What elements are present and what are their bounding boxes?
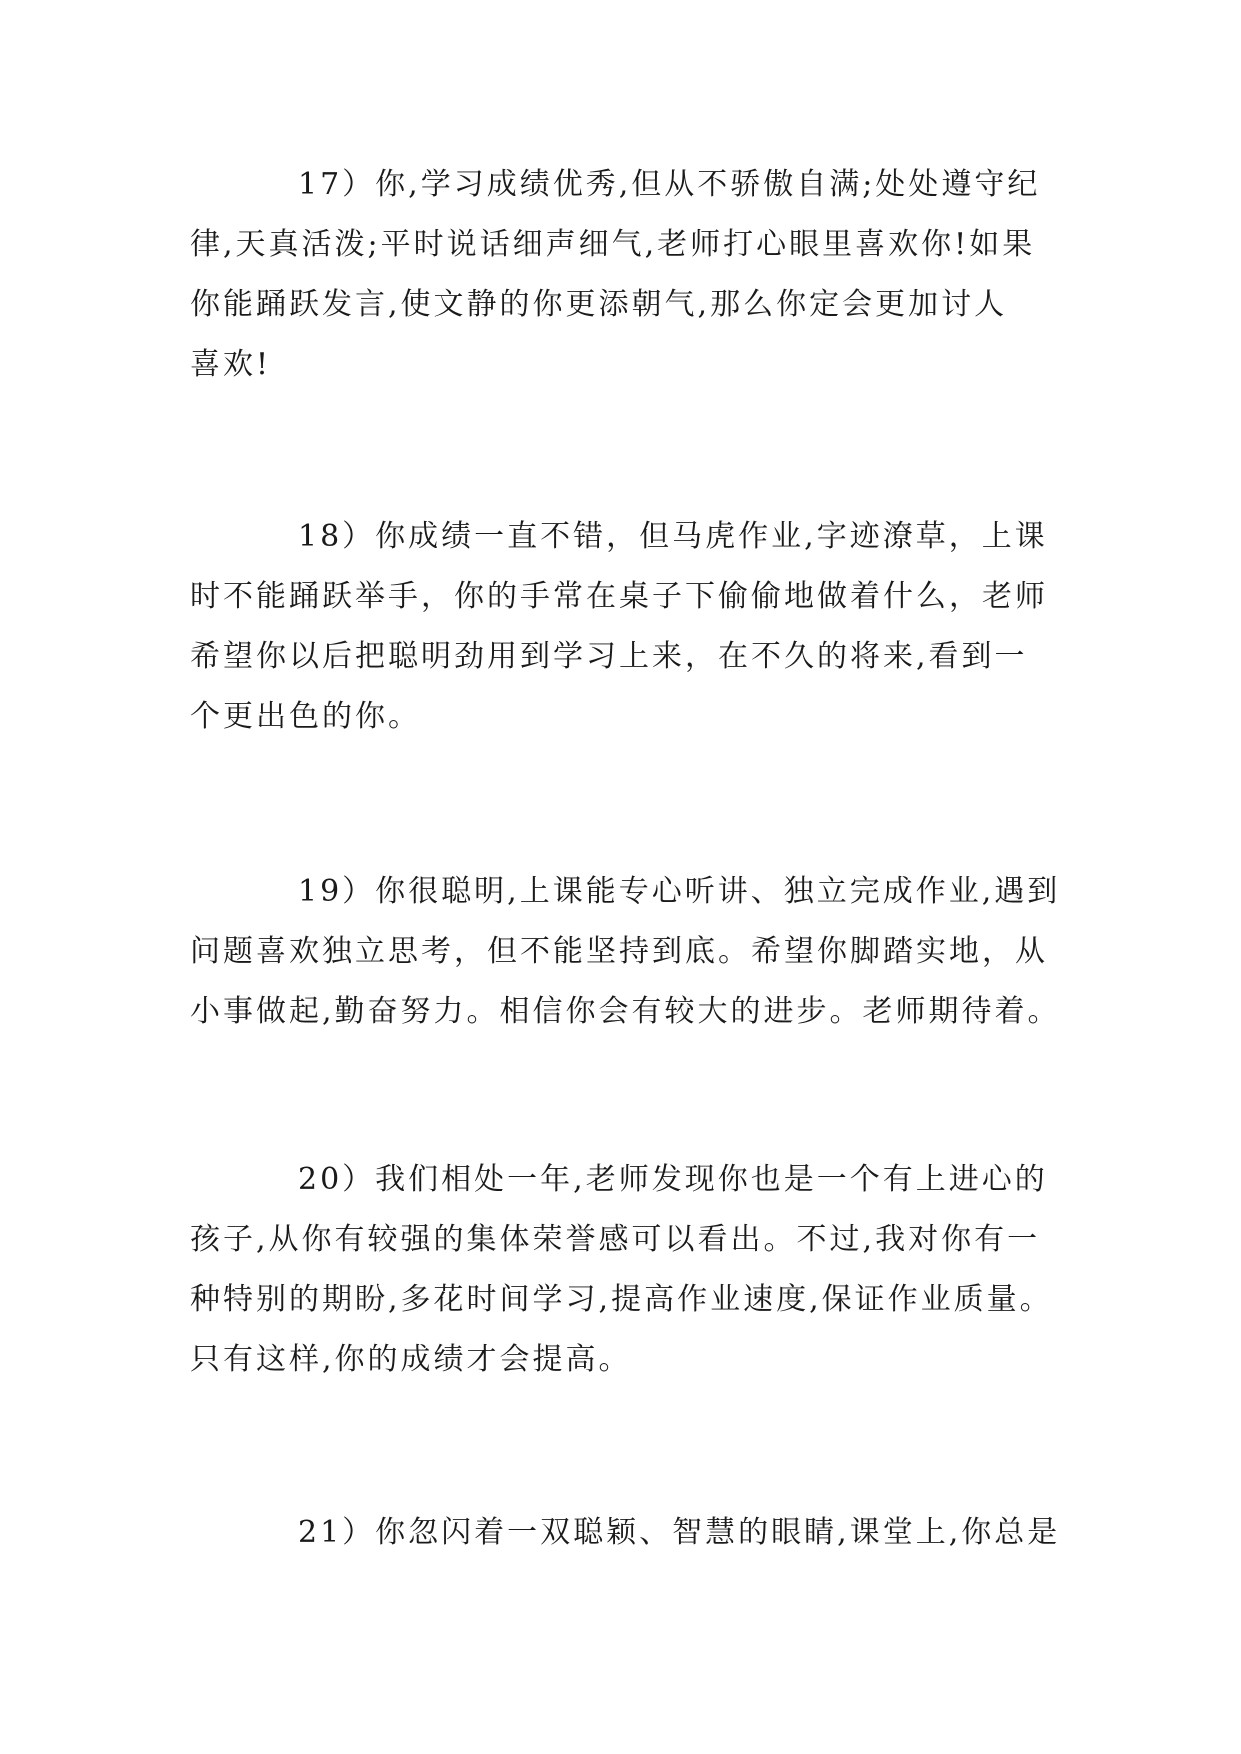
- paragraph-line: 喜欢!: [190, 347, 272, 382]
- comment-paragraph-17: [190, 155, 1052, 395]
- paragraph-line: 18）你成绩一直不错，但马虎作业,字迹潦草，上课: [298, 519, 1048, 554]
- comment-paragraph-21: [190, 1503, 1061, 1563]
- paragraph-line: 只有这样,你的成绩才会提高。: [190, 1342, 632, 1377]
- comment-paragraph-18: [190, 507, 1052, 747]
- paragraph-line: 19）你很聪明,上课能专心听讲、独立完成作业,遇到: [298, 874, 1061, 909]
- paragraph-line: 17）你,学习成绩优秀,但从不骄傲自满;处处遵守纪: [298, 167, 1041, 202]
- comment-paragraph-20: [190, 1150, 1052, 1390]
- paragraph-line: 时不能踊跃举手，你的手常在桌子下偷偷地做着什么，老师: [190, 579, 1048, 614]
- paragraph-line: 希望你以后把聪明劲用到学习上来，在不久的将来,看到一: [190, 639, 1028, 674]
- comment-paragraph-19: [190, 862, 1061, 1042]
- paragraph-line: 个更出色的你。: [190, 699, 421, 734]
- paragraph-line: 种特别的期盼,多花时间学习,提高作业速度,保证作业质量。: [190, 1282, 1053, 1317]
- paragraph-line: 小事做起,勤奋努力。相信你会有较大的进步。老师期待着。: [190, 994, 1061, 1029]
- paragraph-line: 你能踊跃发言,使文静的你更添朝气,那么你定会更加讨人: [190, 287, 1008, 322]
- paragraph-line: 孩子,从你有较强的集体荣誉感可以看出。不过,我对你有一: [190, 1222, 1041, 1257]
- paragraph-line: 问题喜欢独立思考，但不能坚持到底。希望你脚踏实地，从: [190, 934, 1048, 969]
- paragraph-line: 律,天真活泼;平时说话细声细气,老师打心眼里喜欢你!如果: [190, 227, 1036, 262]
- paragraph-line: 21）你忽闪着一双聪颖、智慧的眼睛,课堂上,你总是: [298, 1515, 1061, 1550]
- paragraph-line: 20）我们相处一年,老师发现你也是一个有上进心的: [298, 1162, 1048, 1197]
